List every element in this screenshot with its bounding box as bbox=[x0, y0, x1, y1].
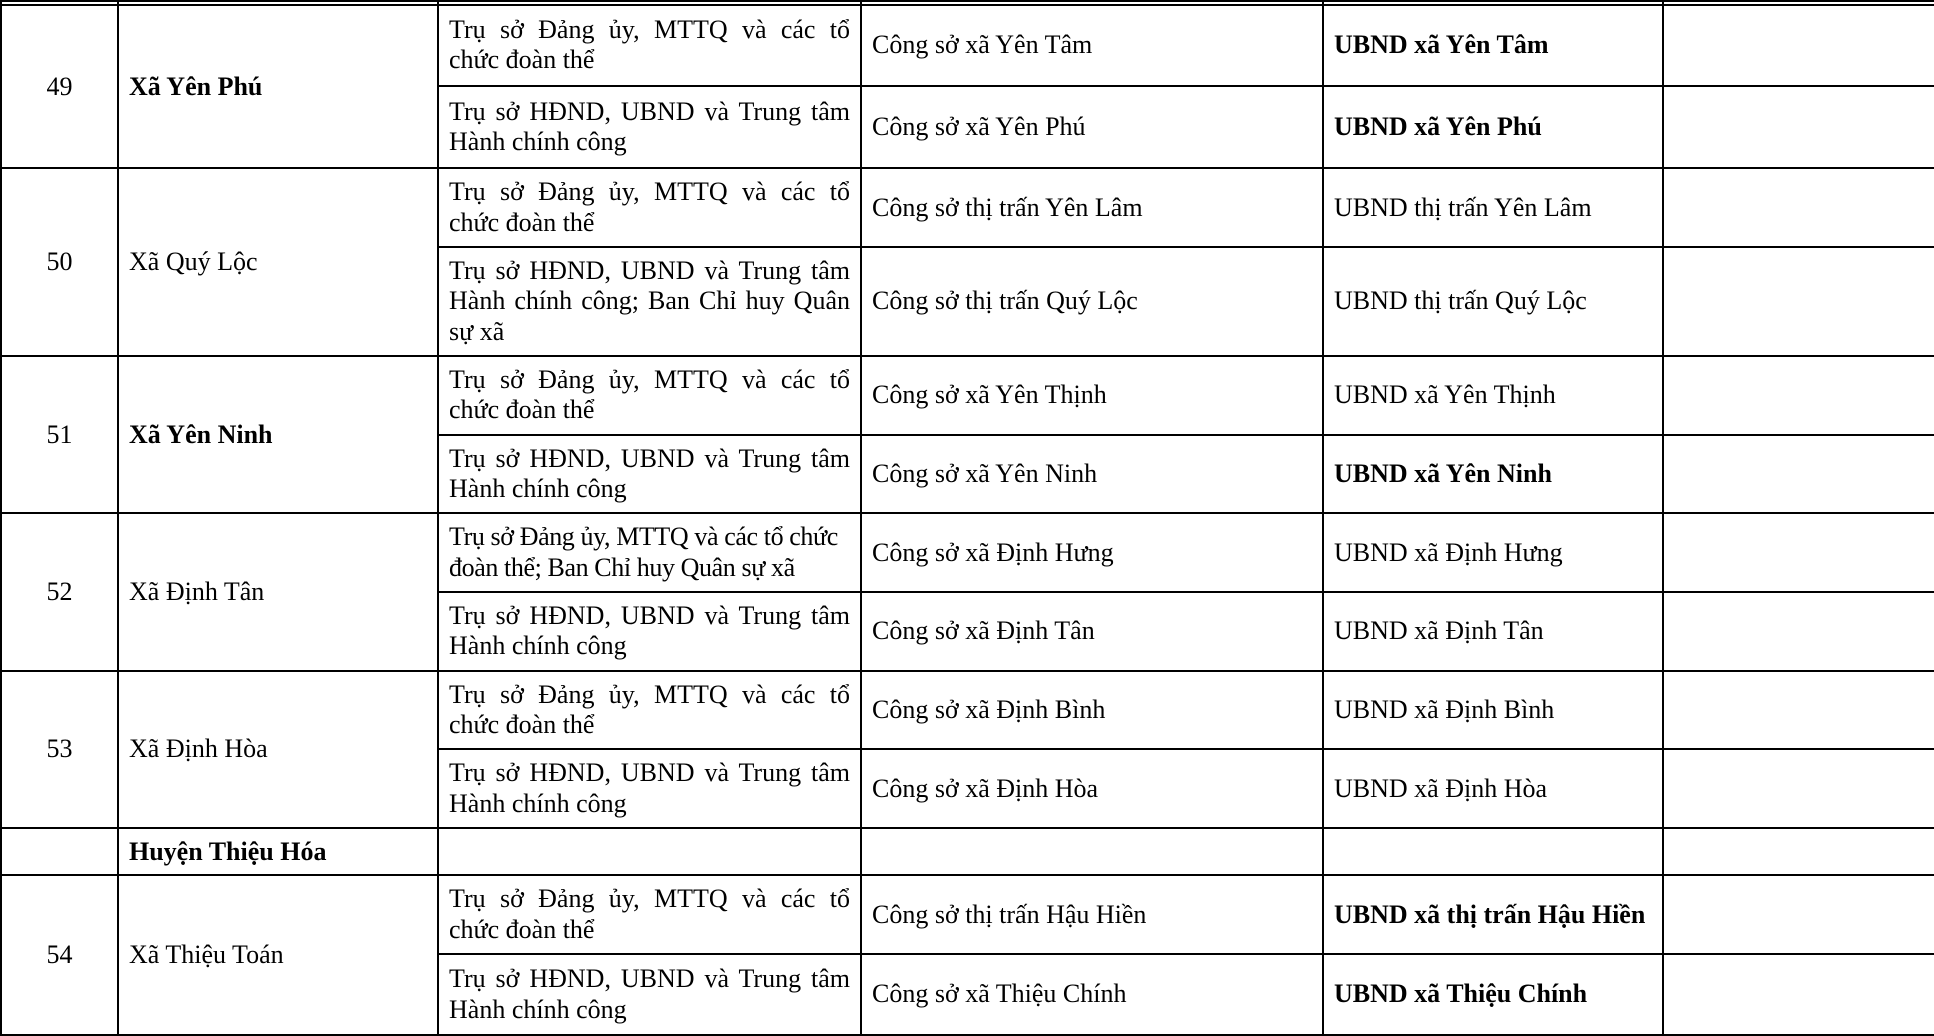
unit-cell: UBND xã Thiệu Chính bbox=[1323, 954, 1663, 1035]
row-number: 51 bbox=[1, 356, 118, 513]
purpose-cell: Trụ sở Đảng ủy, MTTQ và các tổ chức đoàn thể bbox=[438, 875, 861, 954]
table-row bbox=[1, 5, 1934, 86]
building-cell: Công sở xã Thiệu Chính bbox=[861, 954, 1323, 1035]
unit-cell: UBND xã thị trấn Hậu Hiền bbox=[1323, 875, 1663, 954]
purpose-cell: Trụ sở Đảng ủy, MTTQ và các tổ chức đoàn thể; Ban Chỉ huy Quân sự xã bbox=[438, 513, 861, 592]
building-cell: Công sở thị trấn Hậu Hiền bbox=[861, 875, 1323, 954]
note-cell bbox=[1663, 435, 1934, 514]
table-row bbox=[1, 875, 1934, 954]
building-cell: Công sở xã Yên Ninh bbox=[861, 435, 1323, 514]
purpose-cell: Trụ sở Đảng ủy, MTTQ và các tổ chức đoàn thể bbox=[438, 356, 861, 435]
commune-name: Xã Định Hòa bbox=[118, 671, 438, 828]
note-cell bbox=[1663, 168, 1934, 247]
purpose-cell: Trụ sở HĐND, UBND và Trung tâm Hành chính công bbox=[438, 86, 861, 169]
purpose-cell: Trụ sở Đảng ủy, MTTQ và các tổ chức đoàn thể bbox=[438, 168, 861, 247]
unit-cell: UBND thị trấn Yên Lâm bbox=[1323, 168, 1663, 247]
commune-name: Xã Thiệu Toán bbox=[118, 875, 438, 1035]
building-cell: Công sở thị trấn Yên Lâm bbox=[861, 168, 1323, 247]
district-name: Huyện Thiệu Hóa bbox=[118, 828, 438, 875]
row-number: 52 bbox=[1, 513, 118, 670]
purpose-cell: Trụ sở HĐND, UBND và Trung tâm Hành chính công bbox=[438, 592, 861, 671]
building-cell: Công sở thị trấn Quý Lộc bbox=[861, 247, 1323, 356]
purpose-cell: Trụ sở HĐND, UBND và Trung tâm Hành chính công bbox=[438, 954, 861, 1035]
note-cell bbox=[1663, 86, 1934, 169]
commune-name: Xã Định Tân bbox=[118, 513, 438, 670]
note-cell bbox=[1663, 749, 1934, 828]
building-cell: Công sở xã Yên Thịnh bbox=[861, 356, 1323, 435]
building-cell: Công sở xã Định Tân bbox=[861, 592, 1323, 671]
unit-cell: UBND xã Yên Phú bbox=[1323, 86, 1663, 169]
table-row bbox=[1, 168, 1934, 247]
row-number: 49 bbox=[1, 5, 118, 168]
building-cell: Công sở xã Định Hưng bbox=[861, 513, 1323, 592]
table-row bbox=[1, 513, 1934, 592]
note-cell bbox=[1663, 671, 1934, 750]
purpose-cell: Trụ sở Đảng ủy, MTTQ và các tổ chức đoàn thể bbox=[438, 5, 861, 86]
unit-cell: UBND thị trấn Quý Lộc bbox=[1323, 247, 1663, 356]
purpose-cell: Trụ sở HĐND, UBND và Trung tâm Hành chính công bbox=[438, 435, 861, 514]
unit-cell: UBND xã Yên Tâm bbox=[1323, 5, 1663, 86]
commune-name: Xã Yên Ninh bbox=[118, 356, 438, 513]
note-cell bbox=[1663, 592, 1934, 671]
note-cell bbox=[1663, 954, 1934, 1035]
purpose-cell: Trụ sở HĐND, UBND và Trung tâm Hành chính công; Ban Chỉ huy Quân sự xã bbox=[438, 247, 861, 356]
purpose-cell: Trụ sở HĐND, UBND và Trung tâm Hành chính công bbox=[438, 749, 861, 828]
commune-name: Xã Yên Phú bbox=[118, 5, 438, 168]
unit-cell: UBND xã Yên Thịnh bbox=[1323, 356, 1663, 435]
building-cell: Công sở xã Yên Phú bbox=[861, 86, 1323, 169]
row-number: 50 bbox=[1, 168, 118, 356]
unit-cell: UBND xã Định Tân bbox=[1323, 592, 1663, 671]
note-cell bbox=[1663, 513, 1934, 592]
building-cell: Công sở xã Định Bình bbox=[861, 671, 1323, 750]
unit-cell: UBND xã Định Hưng bbox=[1323, 513, 1663, 592]
district-row bbox=[1, 828, 1934, 875]
row-number: 53 bbox=[1, 671, 118, 828]
unit-cell: UBND xã Yên Ninh bbox=[1323, 435, 1663, 514]
table-row bbox=[1, 356, 1934, 435]
table-row bbox=[1, 671, 1934, 750]
commune-name: Xã Quý Lộc bbox=[118, 168, 438, 356]
building-cell: Công sở xã Định Hòa bbox=[861, 749, 1323, 828]
note-cell bbox=[1663, 5, 1934, 86]
purpose-cell: Trụ sở Đảng ủy, MTTQ và các tổ chức đoàn thể bbox=[438, 671, 861, 750]
note-cell bbox=[1663, 356, 1934, 435]
note-cell bbox=[1663, 875, 1934, 954]
unit-cell: UBND xã Định Bình bbox=[1323, 671, 1663, 750]
building-cell: Công sở xã Yên Tâm bbox=[861, 5, 1323, 86]
unit-cell: UBND xã Định Hòa bbox=[1323, 749, 1663, 828]
note-cell bbox=[1663, 247, 1934, 356]
row-number: 54 bbox=[1, 875, 118, 1035]
